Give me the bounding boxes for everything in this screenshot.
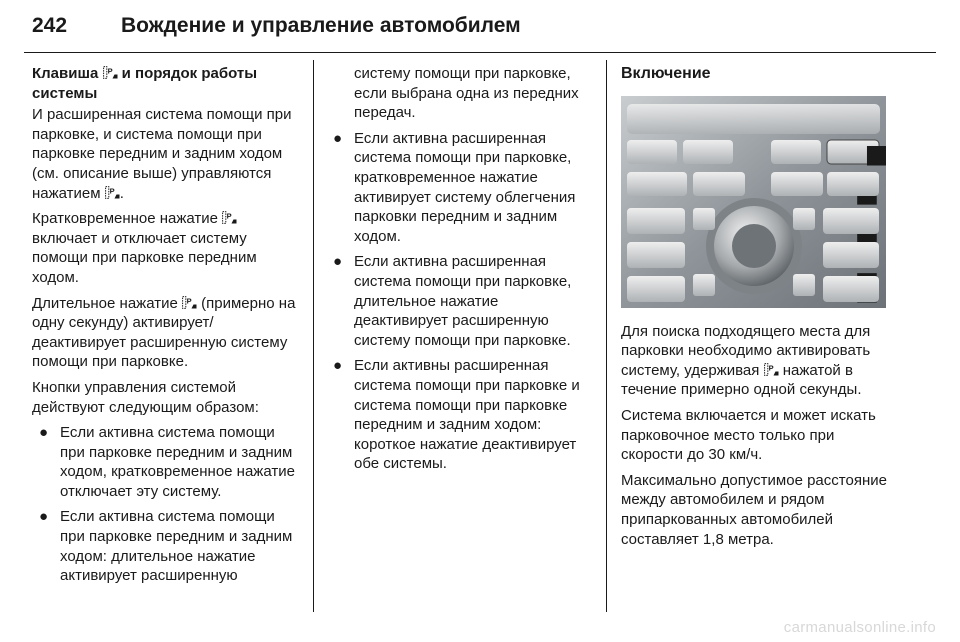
column-3 <box>621 64 887 555</box>
bullet-icon: ● <box>39 424 49 442</box>
list-item: ● Если активна система помощи при парковке передним и задним ходом: длительное нажатие активирует расширенную <box>39 508 293 585</box>
parking-assist-icon <box>764 363 779 376</box>
bullet-icon: ● <box>333 129 343 147</box>
parking-assist-icon <box>182 296 197 309</box>
list-item: ● Если активны расширенная система помощи при парковке и система помощи при парковке передним и задним ходом: короткое нажатие деактивирует обе системы. <box>333 357 580 473</box>
paragraph: И расширенная система помощи при парковке, и система помощи при парковке передним и задним ходом (см. описание выше) управляются нажатием . <box>32 106 292 202</box>
paragraph: Система включается и может искать парковочное место только при скорости до 30 км/ч. <box>621 406 876 464</box>
list-item: ● Если активна расширенная система помощи при парковке, кратковременное нажатие активирует систему облегчения парковки передним и задним ходом. <box>333 129 576 245</box>
paragraph: Кнопки управления системой действуют следующим образом: <box>32 378 259 416</box>
paragraph: систему помощи при парковке, если выбрана одна из передних передач. <box>354 65 579 122</box>
page-number: 242 <box>32 14 68 37</box>
column-1 <box>32 64 300 592</box>
section-heading: Включение <box>621 65 711 82</box>
control-panel-illustration <box>621 96 886 308</box>
parking-assist-icon <box>105 186 120 199</box>
bullet-icon: ● <box>39 508 49 526</box>
watermark: carmanualsonline.info <box>783 619 936 636</box>
page-header <box>24 12 936 53</box>
parking-assist-icon <box>222 211 237 224</box>
paragraph: Для поиска подходящего места для парковки необходимо активировать систему, удерживая нажатой в течение примерно одной секунды. <box>621 322 871 399</box>
bullet-icon: ● <box>333 253 343 271</box>
chapter-title: Вождение и управление автомобилем <box>121 14 521 37</box>
section-heading: Клавиша и порядок работы системы <box>32 65 258 102</box>
bullet-icon: ● <box>333 357 343 375</box>
parking-assist-icon <box>103 66 118 79</box>
column-2 <box>326 64 594 480</box>
paragraph: Кратковременное нажатие включает и отключает систему помощи при парковке передним ходом. <box>32 210 257 286</box>
list-item: ● Если активна расширенная система помощи при парковке, длительное нажатие деактивирует расширенную систему помощи при парковке. <box>333 253 572 349</box>
column-divider <box>606 60 607 612</box>
control-panel-photo <box>621 96 886 308</box>
paragraph: Длительное нажатие (примерно на одну секунду) активирует/деактивирует расширенную систему помощи при парковке. <box>32 294 296 371</box>
paragraph: Максимально допустимое расстояние между автомобилем и рядом припаркованных автомобилей составляет 1,8 метра. <box>621 471 887 548</box>
list-item: ● Если активна система помощи при парковке передним и задним ходом, кратковременное нажатие отключает эту систему. <box>39 424 295 500</box>
column-divider <box>313 60 314 612</box>
